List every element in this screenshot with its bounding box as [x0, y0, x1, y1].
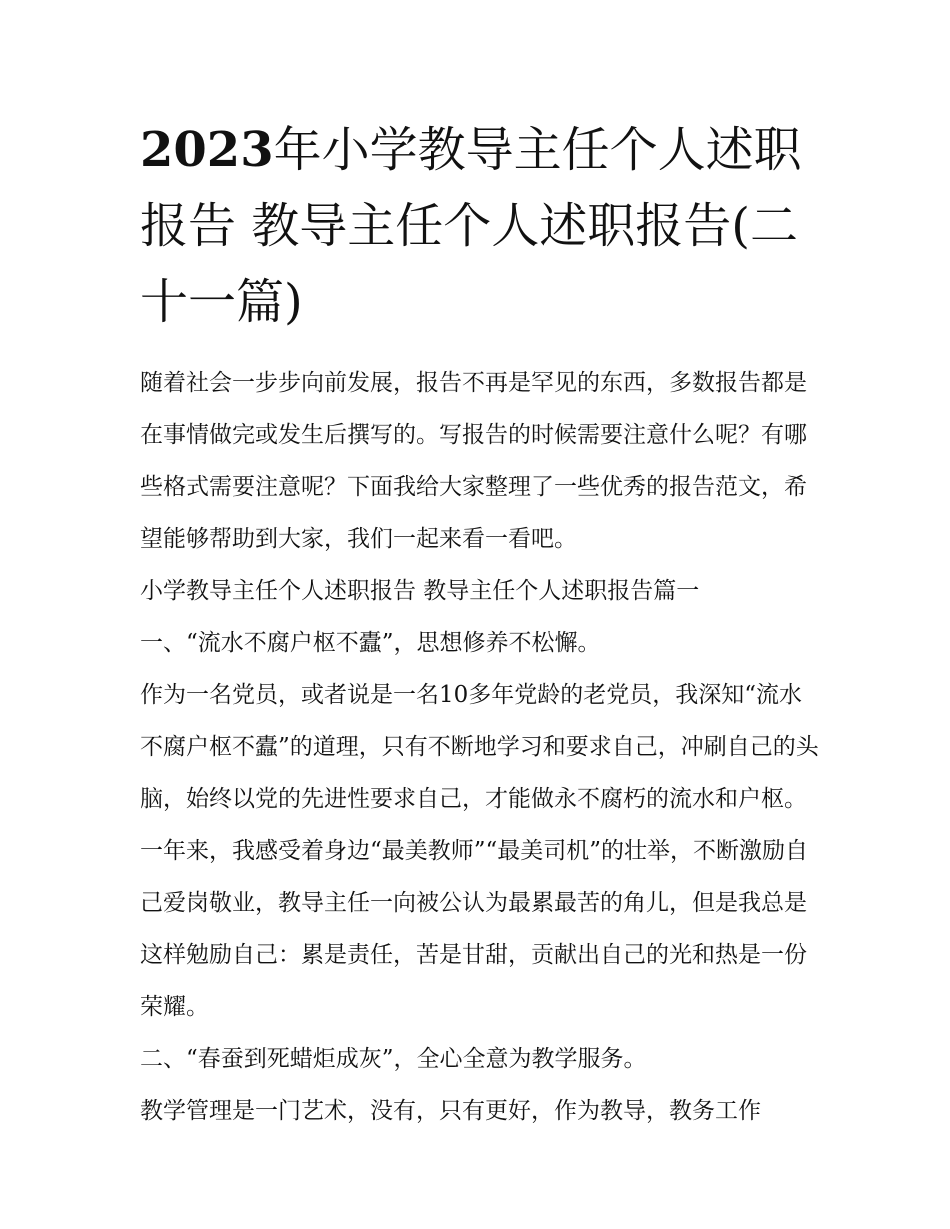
point-body-1: 作为一名党员，或者说是一名10多年党龄的老党员，我深知“流水不腐户枢不蠹”的道理，只有不断地学习和要求自己，冲刷自己的头脑，始终以党的先进性要求自己，才能做永不腐朽的流水和户枢。一年来，我感受着身边“最美教师”“最美司机”的壮举，不断激励自己爱岗敬业，教导主任一向被公认为最累最苦的角儿，但是我总是这样勉励自己：累是责任，苦是甘甜，贡献出自己的光和热是一份荣耀。 — [140, 682, 819, 1020]
intro-paragraph: 随着社会一步步向前发展，报告不再是罕见的东西，多数报告都是在事情做完或发生后撰写的。写报告的时候需要注意什么呢？有哪些格式需要注意呢？下面我给大家整理了一些优秀的报告范文，希望能够帮助到大家，我们一起来看一看吧。 — [140, 370, 807, 552]
title-text: 年小学教导主任个人述职报告 教导主任个人述职报告(二十一篇) — [140, 122, 802, 330]
point-body-2: 教学管理是一门艺术，没有，只有更好，作为教导，教务工作 — [140, 1098, 761, 1124]
document-title — [140, 112, 820, 340]
title-year: 2023 — [140, 122, 274, 178]
point-heading-2: 二、“春蚕到死蜡炬成灰”，全心全意为教学服务。 — [140, 1046, 647, 1072]
section-heading-1: 小学教导主任个人述职报告 教导主任个人述职报告篇一 — [140, 578, 700, 604]
point-heading-1: 一、“流水不腐户枢不蠹”，思想修养不松懈。 — [140, 630, 601, 656]
document-body — [140, 357, 820, 1137]
